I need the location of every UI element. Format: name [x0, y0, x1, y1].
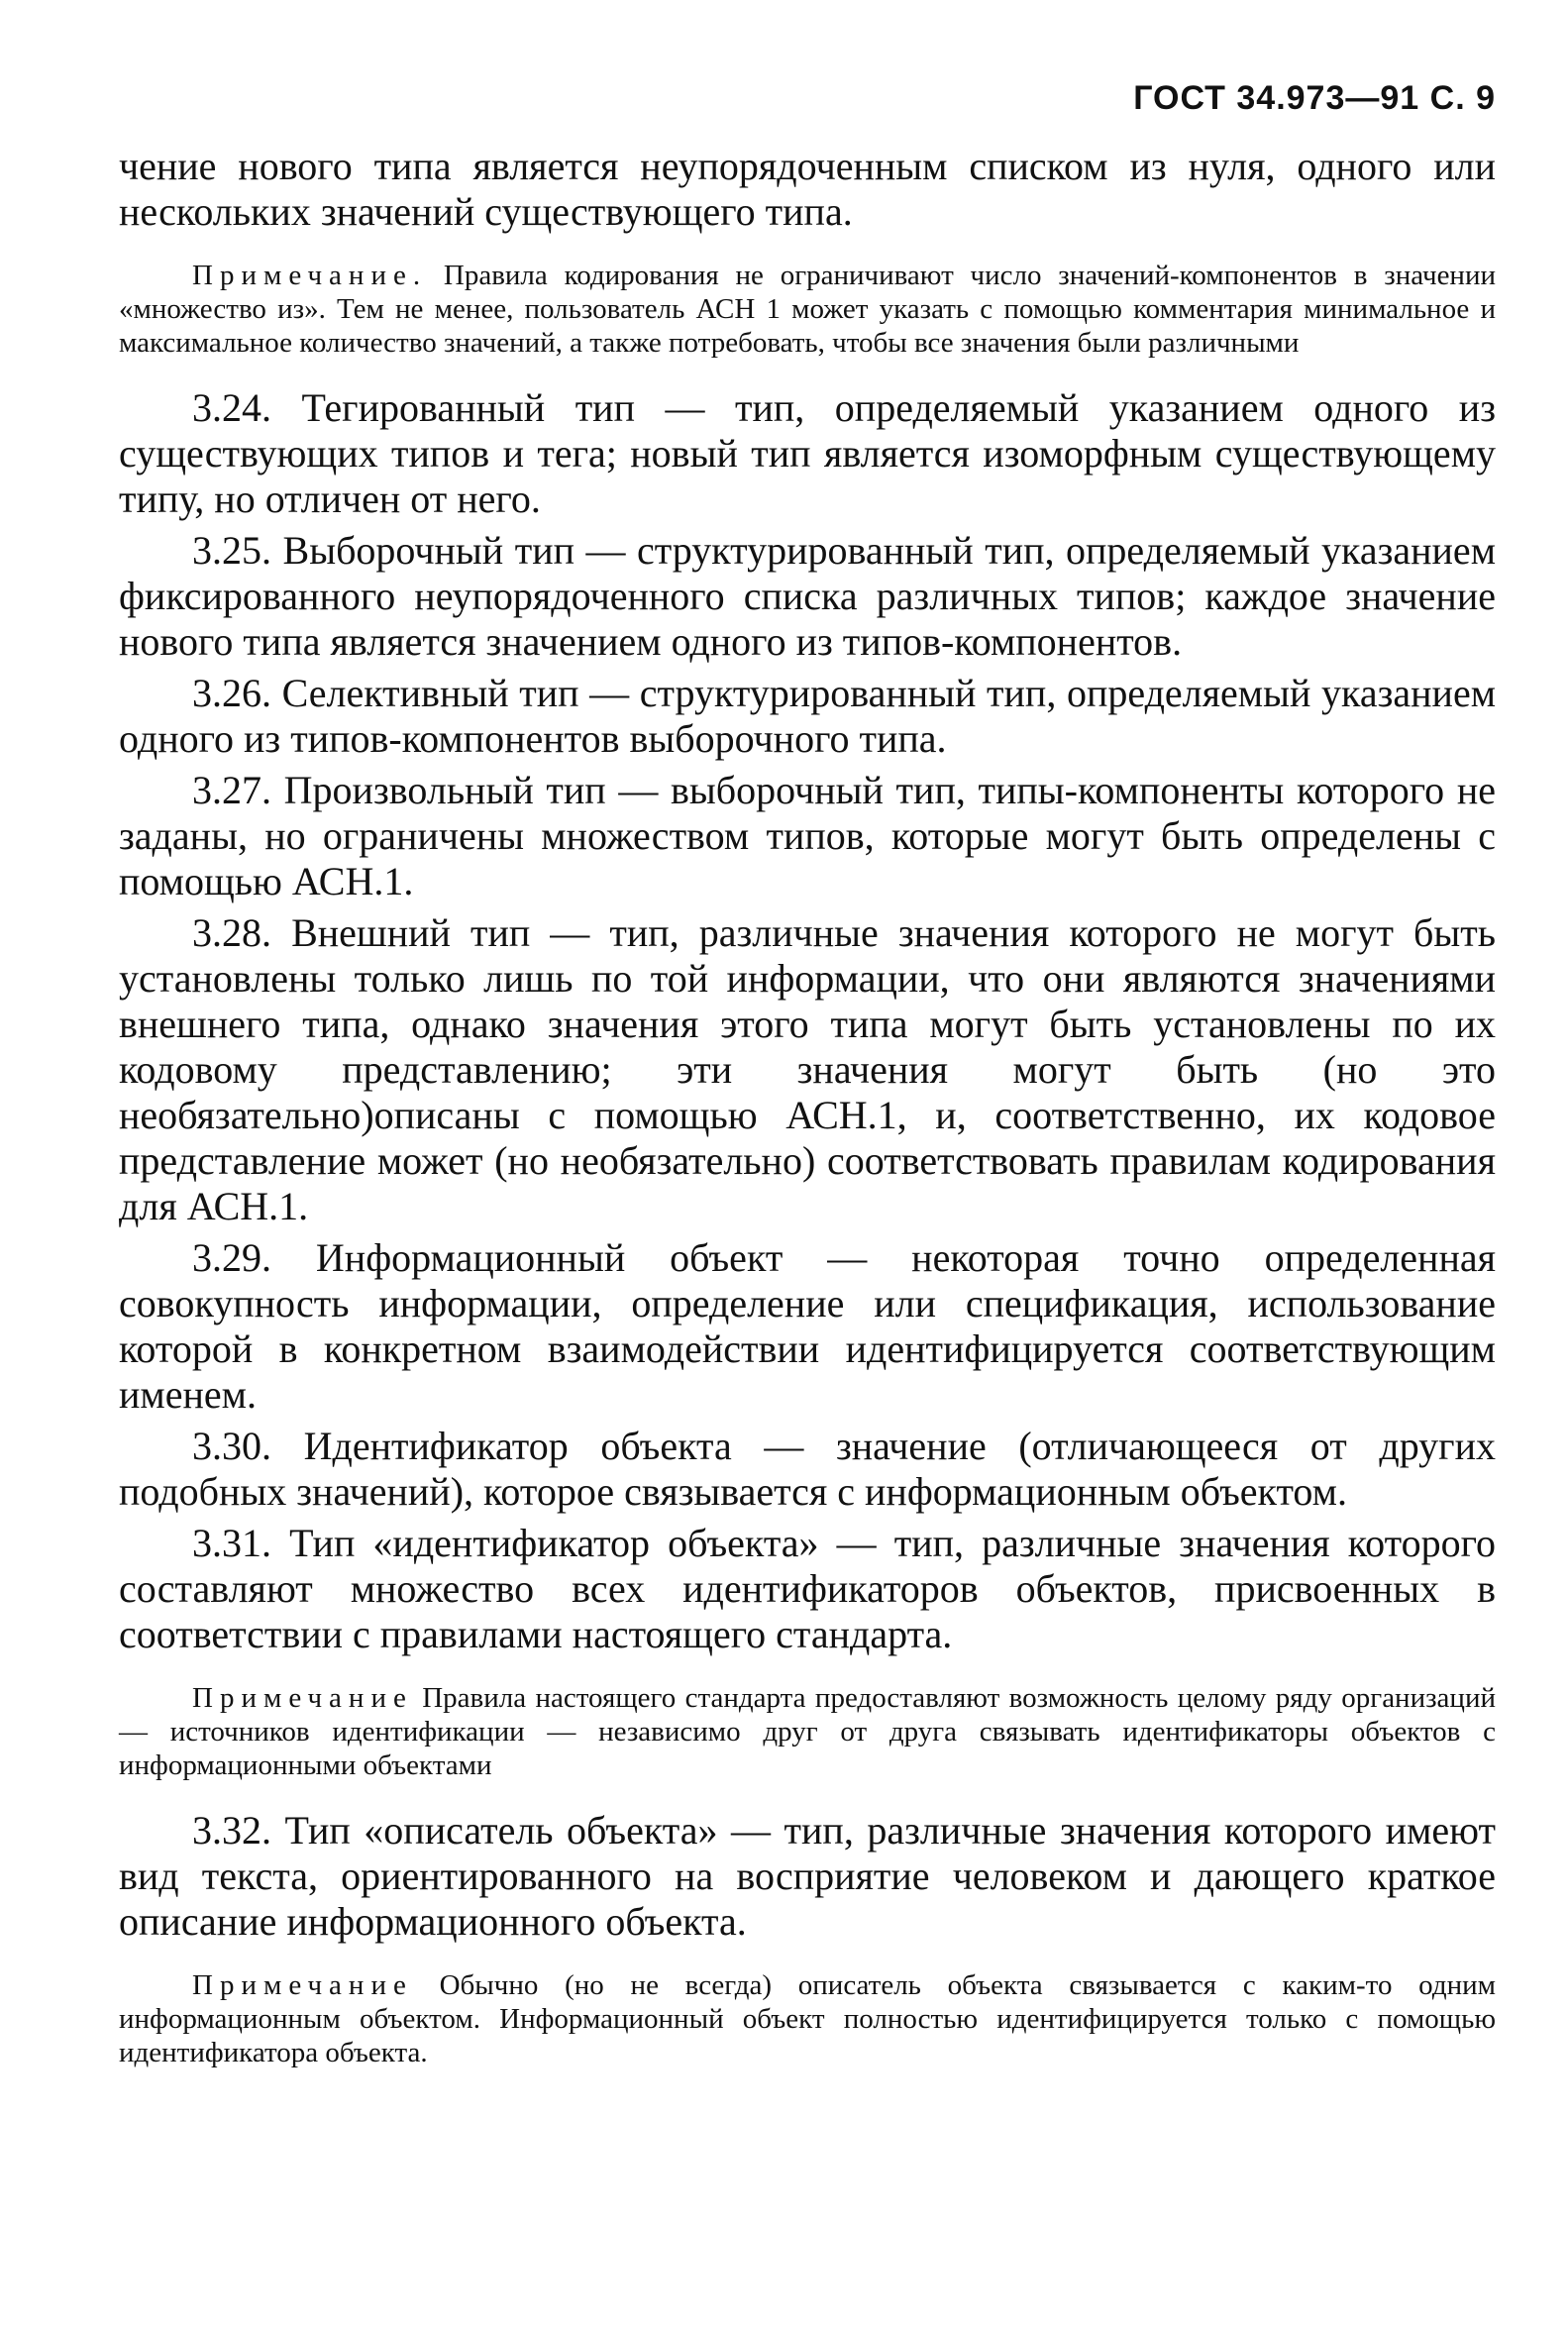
clause-text: Идентификатор объекта — значение (отличающееся от других подобных значений), которое связывается с информационным объектом. — [119, 1424, 1496, 1514]
document-page — [119, 79, 1496, 2095]
clause-3-27 — [119, 768, 1496, 904]
clause-3-28 — [119, 910, 1496, 1229]
note-text: Обычно (но не всегда) описатель объекта связывается с каким-то одним информационным объектом. Информационный объект полностью идентифицируется только с помощью идентификатора объекта. — [119, 1969, 1496, 2068]
note-2 — [119, 1681, 1496, 1782]
clause-text: Выборочный тип — структурированный тип, определяемый указанием фиксированного неупорядоченного списка различных типов; каждое значение нового типа является значением одного из типов-компонентов. — [119, 528, 1496, 664]
intro-paragraph: чение нового типа является неупорядоченным списком из нуля, одного или нескольких значений существующего типа. — [119, 144, 1496, 234]
clause-3-24 — [119, 385, 1496, 522]
note-text: Правила кодирования не ограничивают число значений-компонентов в значении «множество из». Тем не менее, пользователь АСН 1 может указать с помощью комментария минимальное и максимальное количество значений, а также потребовать, чтобы все значения были различными — [119, 260, 1496, 359]
clause-3-30 — [119, 1424, 1496, 1515]
clause-number: 3.24. — [192, 385, 271, 430]
clause-number: 3.29. — [192, 1235, 271, 1280]
clause-text: Тип «описатель объекта» — тип, различные значения которого имеют вид текста, ориентированного на восприятие человеком и дающего краткое описание информационного объекта. — [119, 1808, 1496, 1944]
note-label: Примечание — [192, 1682, 413, 1714]
clause-text: Произвольный тип — выборочный тип, типы-компоненты которого не заданы, но ограничены множеством типов, которые могут быть определены с помощью АСН.1. — [119, 768, 1496, 903]
clause-3-31 — [119, 1521, 1496, 1657]
note-label: Примечание. — [192, 260, 428, 291]
clause-text: Информационный объект — некоторая точно определенная совокупность информации, определение или спецификация, использование которой в конкретном взаимодействии идентифицируется соответствующим именем. — [119, 1235, 1497, 1417]
note-3 — [119, 1968, 1496, 2069]
note-label: Примечание — [192, 1969, 413, 2001]
clause-3-32 — [119, 1808, 1496, 1945]
clause-text: Тегированный тип — тип, определяемый указанием одного из существующих типов и тега; новый тип является изоморфным существующему типу, но отличен от него. — [119, 385, 1497, 521]
clause-number: 3.32. — [192, 1808, 271, 1853]
clause-number: 3.26. — [192, 671, 271, 715]
clause-number: 3.28. — [192, 910, 271, 955]
clause-3-25 — [119, 528, 1496, 665]
clause-text: Внешний тип — тип, различные значения которого не могут быть установлены только лишь по той информации, что они являются значениями внешнего типа, однако значения этого типа могут быть установлены по их кодовому представлению; эти значения могут быть (но это необязательно)описаны с помощью АСН.1, и, соответственно, их кодовое представление может (но необязательно) соответствовать правилам кодирования для АСН.1. — [119, 910, 1497, 1228]
page-header: ГОСТ 34.973—91 С. 9 — [1133, 79, 1496, 117]
note-1 — [119, 259, 1496, 360]
clause-number: 3.25. — [192, 528, 271, 573]
clause-number: 3.31. — [192, 1521, 271, 1565]
clause-number: 3.30. — [192, 1424, 271, 1468]
clause-number: 3.27. — [192, 768, 271, 812]
clause-3-26 — [119, 671, 1496, 762]
clause-3-29 — [119, 1235, 1496, 1418]
clause-text: Тип «идентификатор объекта» — тип, различные значения которого составляют множество всех идентификаторов объектов, присвоенных в соответствии с правилами настоящего стандарта. — [119, 1521, 1497, 1656]
note-text: Правила настоящего стандарта предоставляют возможность целому ряду организаций — источников идентификации — независимо друг от друга связывать идентификаторы объектов с информационными объектами — [119, 1682, 1496, 1781]
clause-text: Селективный тип — структурированный тип, определяемый указанием одного из типов-компонентов выборочного типа. — [119, 671, 1497, 761]
